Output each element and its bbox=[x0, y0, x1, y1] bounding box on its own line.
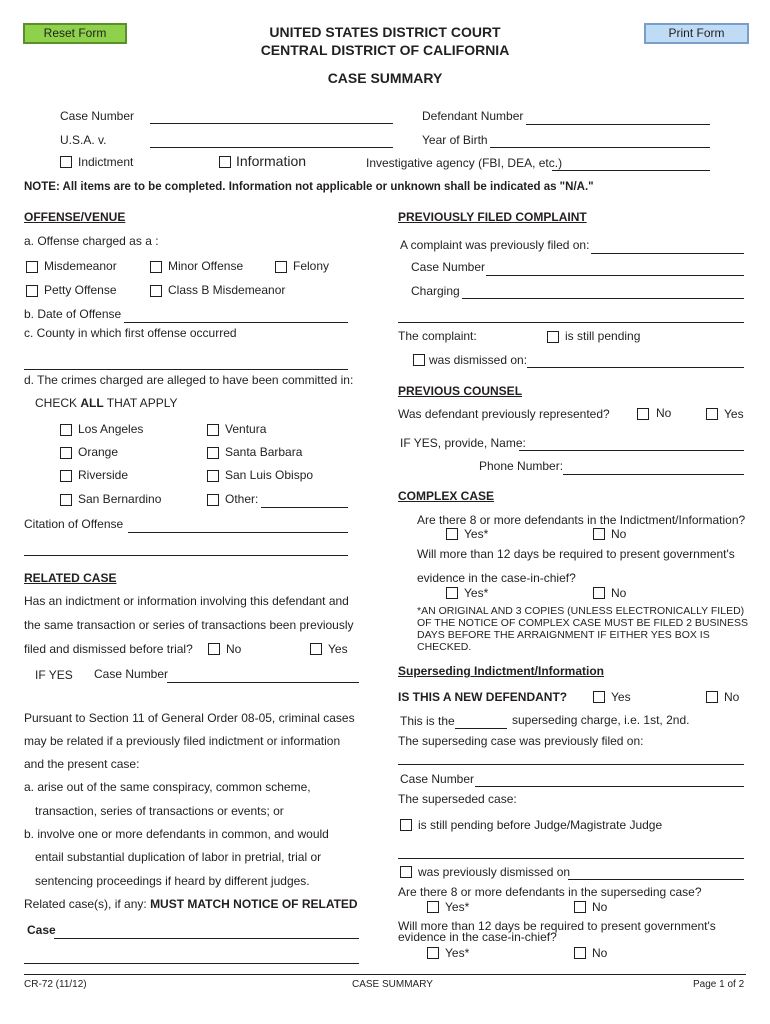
related-yes-label: Yes bbox=[328, 642, 348, 656]
superseded-case-label: The superseded case: bbox=[398, 792, 517, 806]
related-no-checkbox[interactable] bbox=[208, 643, 220, 655]
santa-barbara-checkbox[interactable] bbox=[207, 447, 219, 459]
complaint-case-number-label: Case Number bbox=[411, 260, 486, 274]
represented-yes-checkbox[interactable] bbox=[706, 408, 718, 420]
los-angeles-checkbox[interactable] bbox=[60, 424, 72, 436]
previously-represented-label: Was defendant previously represented? bbox=[398, 407, 610, 421]
superseding-filed-on-field[interactable] bbox=[398, 764, 744, 765]
minor-offense-label: Minor Offense bbox=[168, 259, 244, 273]
page-number: Page 1 of 2 bbox=[693, 979, 745, 990]
footer-divider bbox=[24, 974, 746, 975]
citation-field[interactable] bbox=[128, 532, 348, 533]
riverside-label: Riverside bbox=[78, 468, 129, 482]
complex-notice-4: CHECKED. bbox=[417, 641, 472, 653]
represented-no-label: No bbox=[656, 406, 672, 420]
district-name: CENTRAL DISTRICT OF CALIFORNIA bbox=[260, 42, 510, 58]
check-all-label: CHECK ALL THAT APPLY bbox=[35, 396, 178, 410]
complaint-charging-label: Charging bbox=[411, 284, 460, 298]
san-bernardino-checkbox[interactable] bbox=[60, 494, 72, 506]
complex-q1-yes-checkbox[interactable] bbox=[446, 528, 458, 540]
new-defendant-label: IS THIS A NEW DEFENDANT? bbox=[398, 690, 568, 704]
crimes-committed-label: d. The crimes charged are alleged to have been committed in: bbox=[24, 373, 354, 387]
complaint-dismissed-label: was dismissed on: bbox=[429, 353, 528, 367]
complaint-pending-checkbox[interactable] bbox=[547, 331, 559, 343]
investigative-agency-label: Investigative agency (FBI, DEA, etc.) bbox=[366, 156, 563, 170]
superseding-q2-no-label: No bbox=[592, 946, 608, 960]
complaint-pending-label: is still pending bbox=[565, 329, 641, 343]
counsel-phone-label: Phone Number: bbox=[479, 459, 564, 473]
represented-no-checkbox[interactable] bbox=[637, 408, 649, 420]
related-line-3: filed and dismissed before trial? bbox=[24, 642, 193, 656]
pursuant-line-3: and the present case: bbox=[24, 757, 140, 771]
superseding-q1-yes-checkbox[interactable] bbox=[427, 901, 439, 913]
riverside-checkbox[interactable] bbox=[60, 470, 72, 482]
orange-checkbox[interactable] bbox=[60, 447, 72, 459]
complex-q2-label-2: evidence in the case-in-chief? bbox=[417, 571, 576, 585]
represented-yes-label: Yes bbox=[724, 407, 744, 421]
related-case-heading: RELATED CASE bbox=[24, 571, 117, 585]
page-title: CASE SUMMARY bbox=[327, 70, 443, 86]
defendant-name-field[interactable] bbox=[150, 147, 393, 148]
petty-offense-label: Petty Offense bbox=[44, 283, 117, 297]
related-case-number-field[interactable] bbox=[167, 682, 359, 683]
complex-q2-yes-label: Yes* bbox=[464, 586, 489, 600]
complaint-charging-field-2[interactable] bbox=[398, 322, 744, 323]
related-case-number-label: Case Number bbox=[94, 667, 169, 681]
superseding-heading: Superseding Indictment/Information bbox=[398, 664, 605, 678]
san-bernardino-label: San Bernardino bbox=[78, 492, 162, 506]
complaint-filed-on-field[interactable] bbox=[591, 253, 744, 254]
pursuant-line-4: a. arise out of the same conspiracy, common scheme, bbox=[24, 780, 311, 794]
information-checkbox[interactable] bbox=[219, 156, 231, 168]
complaint-dismissed-field[interactable] bbox=[527, 367, 744, 368]
superseding-case-number-field[interactable] bbox=[475, 786, 744, 787]
pursuant-line-2: may be related if a previously filed indictment or information bbox=[24, 734, 341, 748]
superseded-dismissed-label: was previously dismissed on bbox=[418, 865, 571, 879]
pursuant-line-5: transaction, series of transactions or events; or bbox=[35, 804, 284, 818]
the-complaint-label: The complaint: bbox=[398, 329, 477, 343]
complaint-filed-on-label: A complaint was previously filed on: bbox=[400, 238, 590, 252]
superseding-q2-yes-label: Yes* bbox=[445, 946, 470, 960]
complex-q1-no-checkbox[interactable] bbox=[593, 528, 605, 540]
superseding-ordinal-field[interactable] bbox=[455, 728, 507, 729]
complaint-case-number-field[interactable] bbox=[486, 275, 744, 276]
year-of-birth-label: Year of Birth bbox=[422, 133, 488, 147]
investigative-agency-field[interactable] bbox=[552, 170, 710, 171]
indictment-checkbox[interactable] bbox=[60, 156, 72, 168]
case-number-label: Case Number bbox=[60, 109, 135, 123]
pursuant-line-6: b. involve one or more defendants in common, and would bbox=[24, 827, 329, 841]
superseding-q1-label: Are there 8 or more defendants in the superseding case? bbox=[398, 885, 702, 899]
this-is-the-label: This is the bbox=[400, 714, 455, 728]
offense-charged-label: a. Offense charged as a : bbox=[24, 234, 159, 248]
new-defendant-no-label: No bbox=[724, 690, 740, 704]
complex-q2-yes-checkbox[interactable] bbox=[446, 587, 458, 599]
orange-label: Orange bbox=[78, 445, 119, 459]
class-b-misdemeanor-label: Class B Misdemeanor bbox=[168, 283, 286, 297]
other-county-field[interactable] bbox=[261, 507, 348, 508]
previous-counsel-heading: PREVIOUS COUNSEL bbox=[398, 384, 523, 398]
counsel-name-field[interactable] bbox=[519, 450, 744, 451]
related-yes-checkbox[interactable] bbox=[310, 643, 322, 655]
previously-filed-complaint-heading: PREVIOUSLY FILED COMPLAINT bbox=[398, 210, 587, 224]
date-of-offense-label: b. Date of Offense bbox=[24, 307, 122, 321]
usa-v-label: U.S.A. v. bbox=[60, 133, 107, 147]
ventura-label: Ventura bbox=[225, 422, 267, 436]
reset-form-button[interactable]: Reset Form bbox=[23, 23, 127, 44]
complaint-charging-field[interactable] bbox=[462, 298, 744, 299]
superseding-charge-label: superseding charge, i.e. 1st, 2nd. bbox=[512, 713, 690, 727]
superseding-case-number-label: Case Number bbox=[400, 772, 475, 786]
instructions-note: NOTE: All items are to be completed. Information not applicable or unknown shall be indicated as "N/A." bbox=[24, 181, 594, 193]
other-county-checkbox[interactable] bbox=[207, 494, 219, 506]
superseding-q1-no-checkbox[interactable] bbox=[574, 901, 586, 913]
pursuant-line-1: Pursuant to Section 11 of General Order 08-05, criminal cases bbox=[24, 711, 355, 725]
defendant-number-label: Defendant Number bbox=[422, 109, 524, 123]
related-line-1: Has an indictment or information involving this defendant and bbox=[24, 594, 349, 608]
citation-field-2[interactable] bbox=[24, 555, 348, 556]
complex-notice-3: DAYS BEFORE THE ARRAIGNMENT IF EITHER YES BOX IS bbox=[417, 629, 710, 641]
offense-venue-heading: OFFENSE/VENUE bbox=[24, 210, 126, 224]
superseded-dismissed-field[interactable] bbox=[568, 879, 744, 880]
ventura-checkbox[interactable] bbox=[207, 424, 219, 436]
misdemeanor-checkbox[interactable] bbox=[26, 261, 38, 273]
san-luis-obispo-checkbox[interactable] bbox=[207, 470, 219, 482]
footer-title: CASE SUMMARY bbox=[352, 979, 433, 990]
pursuant-line-8: sentencing proceedings if heard by different judges. bbox=[35, 874, 310, 888]
court-name: UNITED STATES DISTRICT COURT bbox=[269, 24, 501, 40]
other-county-label: Other: bbox=[225, 492, 259, 506]
new-defendant-no-checkbox[interactable] bbox=[706, 691, 718, 703]
citation-label: Citation of Offense bbox=[24, 517, 124, 531]
felony-label: Felony bbox=[293, 259, 330, 273]
superseding-q2-no-checkbox[interactable] bbox=[574, 947, 586, 959]
information-label: Information bbox=[236, 153, 307, 169]
complex-q1-yes-label: Yes* bbox=[464, 527, 489, 541]
related-case-field-2[interactable] bbox=[24, 963, 359, 964]
counsel-name-label: IF YES, provide, Name: bbox=[400, 436, 526, 450]
superseding-q1-no-label: No bbox=[592, 900, 608, 914]
complex-q2-no-label: No bbox=[611, 586, 627, 600]
complex-q2-label: Will more than 12 days be required to present government's bbox=[417, 547, 735, 561]
related-line-2: the same transaction or series of transactions been previously bbox=[24, 618, 354, 632]
indictment-label: Indictment bbox=[78, 155, 134, 169]
class-b-misdemeanor-checkbox[interactable] bbox=[150, 285, 162, 297]
petty-offense-checkbox[interactable] bbox=[26, 285, 38, 297]
minor-offense-checkbox[interactable] bbox=[150, 261, 162, 273]
misdemeanor-label: Misdemeanor bbox=[44, 259, 117, 273]
related-if-yes-label: IF YES bbox=[35, 668, 73, 682]
new-defendant-yes-label: Yes bbox=[611, 690, 631, 704]
complex-case-heading: COMPLEX CASE bbox=[398, 489, 495, 503]
case-number-field[interactable] bbox=[150, 123, 393, 124]
county-label: c. County in which first offense occurred bbox=[24, 326, 237, 340]
superseded-dismissed-checkbox[interactable] bbox=[400, 866, 412, 878]
date-of-offense-field[interactable] bbox=[124, 322, 348, 323]
superseding-q2-yes-checkbox[interactable] bbox=[427, 947, 439, 959]
defendant-number-field[interactable] bbox=[526, 124, 710, 125]
form-number: CR-72 (11/12) bbox=[24, 979, 87, 990]
los-angeles-label: Los Angeles bbox=[78, 422, 144, 436]
related-cases-label: Related case(s), if any: MUST MATCH NOTICE OF RELATED bbox=[24, 897, 358, 911]
print-form-button[interactable]: Print Form bbox=[644, 23, 749, 44]
related-case-field[interactable] bbox=[54, 938, 359, 939]
complex-notice-1: *AN ORIGINAL AND 3 COPIES (UNLESS ELECTRONICALLY FILED) bbox=[417, 605, 745, 617]
complex-q1-no-label: No bbox=[611, 527, 627, 541]
year-of-birth-field[interactable] bbox=[490, 147, 710, 148]
felony-checkbox[interactable] bbox=[275, 261, 287, 273]
complaint-dismissed-checkbox[interactable] bbox=[413, 354, 425, 366]
pursuant-line-7: entail substantial duplication of labor in pretrial, trial or bbox=[35, 850, 322, 864]
san-luis-obispo-label: San Luis Obispo bbox=[225, 468, 314, 482]
superseding-q1-yes-label: Yes* bbox=[445, 900, 470, 914]
complex-q2-no-checkbox[interactable] bbox=[593, 587, 605, 599]
counsel-phone-field[interactable] bbox=[563, 474, 744, 475]
new-defendant-yes-checkbox[interactable] bbox=[593, 691, 605, 703]
santa-barbara-label: Santa Barbara bbox=[225, 445, 303, 459]
related-no-label: No bbox=[226, 642, 242, 656]
related-case-label: Case bbox=[27, 923, 56, 937]
superseded-pending-label: is still pending before Judge/Magistrate Judge bbox=[418, 818, 663, 832]
superseded-pending-checkbox[interactable] bbox=[400, 819, 412, 831]
superseding-filed-on-label: The superseding case was previously filed on: bbox=[398, 734, 644, 748]
superseding-q2-label-2: evidence in the case-in-chief? bbox=[398, 930, 557, 944]
complex-q1-label: Are there 8 or more defendants in the Indictment/Information? bbox=[417, 513, 746, 527]
superseding-q2-label: Will more than 12 days be required to present government's bbox=[398, 919, 716, 933]
complex-notice-2: OF THE NOTICE OF COMPLEX CASE MUST BE FILED 2 BUSINESS bbox=[417, 617, 749, 629]
county-field[interactable] bbox=[24, 369, 348, 370]
superseded-judge-field[interactable] bbox=[398, 858, 744, 859]
